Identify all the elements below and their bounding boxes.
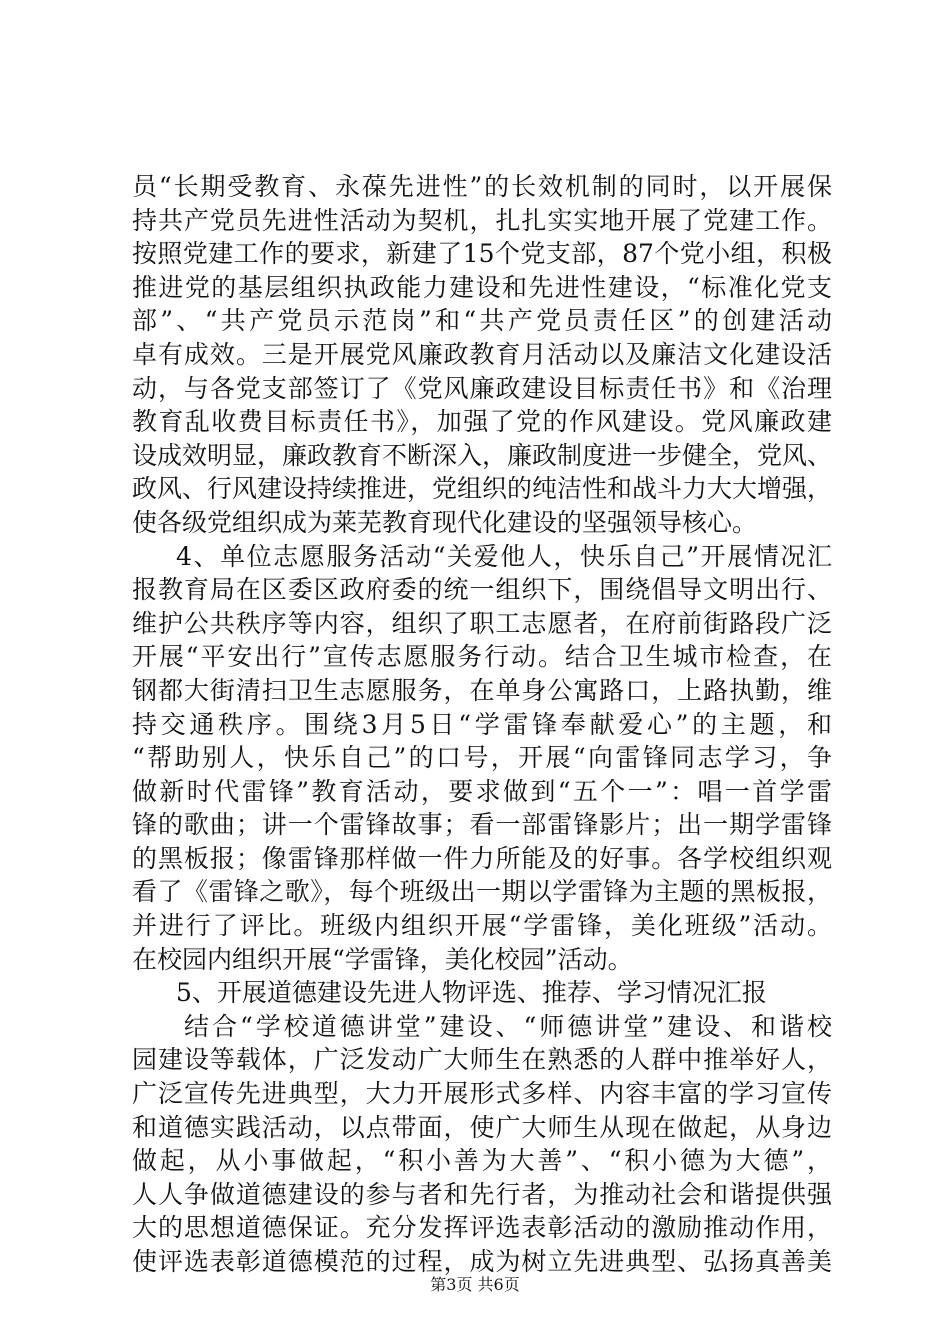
text-line: 做起，从小事做起，“积小善为大善”、“积小德为大德”， (132, 1146, 832, 1176)
text-line: 和道德实践活动，以点带面，使广大师生从现在做起，从身边 (132, 1112, 832, 1142)
text-line: 政风、行风建设持续推进，党组织的纯洁性和战斗力大大增强， (132, 474, 832, 504)
text-line: 使评选表彰道德模范的过程，成为树立先进典型、弘扬真善美 (132, 1247, 832, 1276)
text-line: 在校园内组织开展“学雷锋，美化校园”活动。 (132, 944, 633, 974)
text-line: 的黑板报；像雷锋那样做一件力所能及的好事。各学校组织观 (132, 843, 832, 873)
page-footer: 第3页 共6页 (430, 1275, 520, 1294)
text-line: 园建设等载体，广泛发动广大师生在熟悉的人群中推举好人， (132, 1045, 832, 1075)
text-line: 钢都大街清扫卫生志愿服务，在单身公寓路口，上路执勤，维 (132, 675, 832, 705)
text-line: 人人争做道德建设的参与者和先行者，为推动社会和谐提供强 (132, 1179, 832, 1209)
text-line: 5、开展道德建设先进人物评选、推荐、学习情况汇报 (176, 978, 767, 1008)
text-line: 使各级党组织成为莱芜教育现代化建设的坚强领导核心。 (132, 507, 758, 537)
text-line: 大的思想道德保证。充分发挥评选表彰活动的激励推动作用， (132, 1213, 832, 1243)
text-line: 锋的歌曲；讲一个雷锋故事；看一部雷锋影片；出一期学雷锋 (132, 810, 832, 840)
text-line: 持交通秩序。围绕3月5日“学雷锋奉献爱心”的主题，和 (132, 709, 832, 739)
text-line: 持共产党员先进性活动为契机，扎扎实实地开展了党建工作。 (132, 205, 832, 235)
text-line: 4、单位志愿服务活动“关爱他人，快乐自己”开展情况汇 (176, 541, 832, 571)
document-body (132, 170, 832, 1279)
text-line: 并进行了评比。班级内组织开展“学雷锋，美化班级”活动。 (132, 911, 832, 941)
text-line: 员“长期受教育、永葆先进性”的长效机制的同时，以开展保 (132, 172, 832, 201)
text-line: “帮助别人，快乐自己”的口号，开展“向雷锋同志学习，争 (132, 743, 832, 773)
text-line: 看了《雷锋之歌》，每个班级出一期以学雷锋为主题的黑板报， (132, 877, 832, 907)
text-line: 卓有成效。三是开展党风廉政教育月活动以及廉洁文化建设活 (132, 339, 832, 369)
text-line: 做新时代雷锋”教育活动，要求做到“五个一”：唱一首学雷 (132, 776, 832, 806)
text-line: 推进党的基层组织执政能力建设和先进性建设，“标准化党支 (132, 272, 832, 302)
text-line: 广泛宣传先进典型，大力开展形式多样、内容丰富的学习宣传 (132, 1079, 832, 1109)
text-line: 部”、“共产党员示范岗”和“共产党员责任区”的创建活动 (132, 306, 832, 336)
text-line: 报教育局在区委区政府委的统一组织下，围绕倡导文明出行、 (132, 575, 832, 605)
text-line: 按照党建工作的要求，新建了15个党支部，87个党小组，积极 (132, 239, 832, 269)
text-line: 结合“学校道德讲堂”建设、“师德讲堂”建设、和谐校 (184, 1011, 832, 1041)
text-line: 教育乱收费目标责任书》，加强了党的作风建设。党风廉政建 (132, 407, 832, 437)
text-line: 设成效明显，廉政教育不断深入，廉政制度进一步健全，党风、 (132, 440, 832, 470)
text-line: 动，与各党支部签订了《党风廉政建设目标责任书》和《治理 (132, 373, 832, 403)
text-line: 维护公共秩序等内容，组织了职工志愿者，在府前街路段广泛 (132, 608, 832, 638)
text-line: 开展“平安出行”宣传志愿服务行动。结合卫生城市检查，在 (132, 642, 832, 672)
